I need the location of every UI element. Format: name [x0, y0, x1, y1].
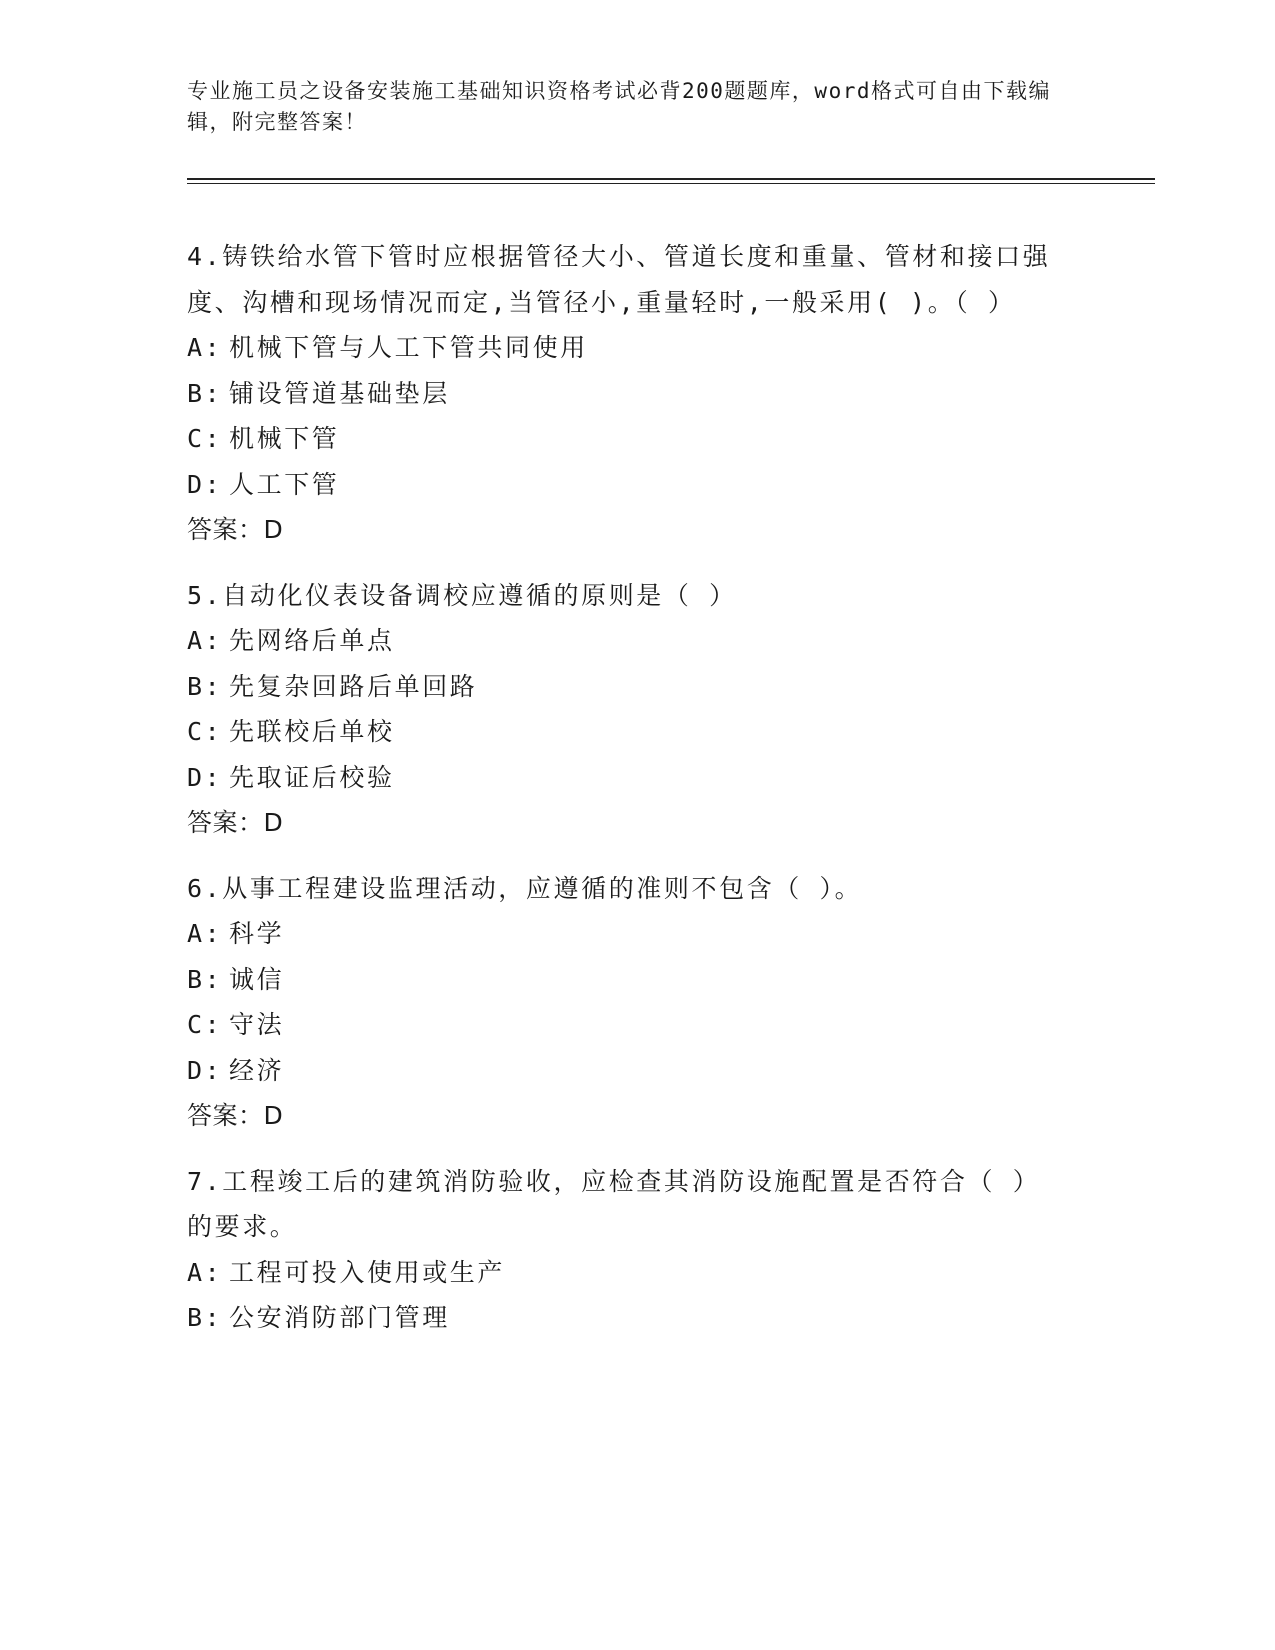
option-text: 先复杂回路后单回路 — [229, 671, 478, 701]
option-text: 铺设管道基础垫层 — [229, 378, 450, 408]
option-b — [187, 1295, 1067, 1341]
option-a — [187, 911, 1067, 957]
option-key: D: — [187, 762, 223, 792]
option-a — [187, 325, 1067, 371]
header-divider-thick — [187, 178, 1155, 180]
option-key: A: — [187, 333, 223, 362]
question-6 — [187, 866, 1067, 1139]
question-7 — [187, 1159, 1067, 1341]
option-key: B: — [187, 378, 223, 408]
option-key: C: — [187, 424, 223, 453]
question-list — [187, 234, 1067, 1361]
option-d — [187, 1048, 1067, 1094]
option-text: 公安消防部门管理 — [229, 1303, 450, 1332]
option-b — [187, 664, 1067, 710]
option-text: 工程可投入使用或生产 — [229, 1257, 506, 1287]
option-key: C: — [187, 717, 223, 746]
option-key: C: — [187, 1010, 223, 1039]
option-key: A: — [187, 919, 223, 948]
option-key: B: — [187, 964, 223, 994]
option-text: 科学 — [229, 919, 285, 948]
question-4 — [187, 234, 1067, 553]
header-divider-thin — [187, 183, 1155, 184]
option-d — [187, 462, 1067, 508]
option-a — [187, 618, 1067, 664]
question-5 — [187, 573, 1067, 846]
option-text: 先网络后单点 — [229, 626, 395, 655]
option-text: 诚信 — [229, 964, 285, 994]
question-stem: 6.从事工程建设监理活动，应遵循的准则不包含（ ）。 — [187, 873, 863, 903]
question-stem: 7.工程竣工后的建筑消防验收，应检查其消防设施配置是否符合（ ）的要求。 — [187, 1166, 1041, 1241]
option-text: 机械下管 — [229, 424, 340, 453]
answer-line: 答案：D — [187, 1101, 284, 1130]
option-key: A: — [187, 626, 223, 655]
question-stem: 4.铸铁给水管下管时应根据管径大小、管道长度和重量、管材和接口强度、沟槽和现场情况而定,当管径小,重量轻时,一般采用( )。（ ） — [187, 242, 1051, 317]
option-c — [187, 416, 1067, 462]
option-text: 机械下管与人工下管共同使用 — [229, 333, 588, 362]
option-key: D: — [187, 469, 223, 499]
option-a — [187, 1250, 1067, 1296]
option-b — [187, 957, 1067, 1003]
option-text: 先取证后校验 — [229, 762, 395, 792]
option-text: 先联校后单校 — [229, 717, 395, 746]
answer-line: 答案：D — [187, 515, 284, 544]
option-c — [187, 1002, 1067, 1048]
option-b — [187, 371, 1067, 417]
option-key: B: — [187, 671, 223, 701]
option-d — [187, 755, 1067, 801]
document-header: 专业施工员之设备安装施工基础知识资格考试必背200题题库，word格式可自由下载编辑，附完整答案！ — [187, 79, 1051, 134]
option-key: D: — [187, 1055, 223, 1085]
option-key: A: — [187, 1257, 223, 1287]
option-c — [187, 709, 1067, 755]
option-text: 守法 — [229, 1010, 285, 1039]
option-text: 人工下管 — [229, 469, 340, 499]
question-stem: 5.自动化仪表设备调校应遵循的原则是（ ） — [187, 580, 737, 610]
option-key: B: — [187, 1303, 223, 1332]
answer-line: 答案：D — [187, 808, 284, 837]
option-text: 经济 — [229, 1055, 285, 1085]
